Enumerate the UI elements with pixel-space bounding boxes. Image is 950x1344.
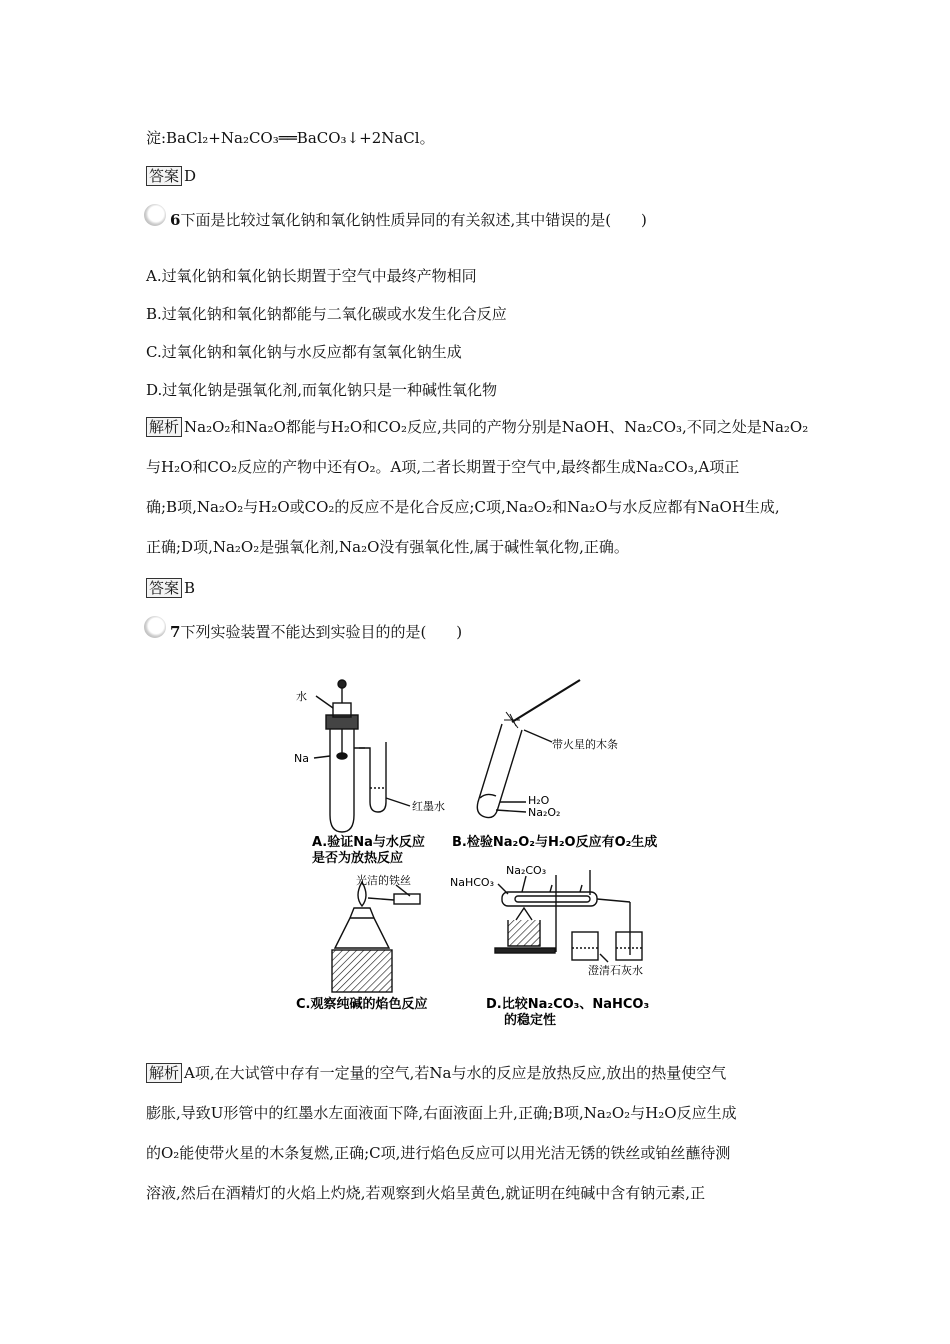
stand-base [495,948,555,953]
analysis-text: A项,在大试管中存有一定量的空气,若Na与水的反应是放热反应,放出的热量使空气 [184,1064,727,1082]
answer-line-q6 [146,578,195,598]
label-h2o: H₂O [528,794,550,807]
label-nahco3: NaHCO₃ [450,876,494,889]
test-tube-b [477,724,522,818]
beaker-1 [572,932,598,960]
equation-line: 淀:BaCl₂+Na₂CO₃══BaCO₃↓+2NaCl。 [146,129,435,147]
analysis-tag: 解析 [146,1063,182,1083]
analysis-text: Na₂O₂和Na₂O都能与H₂O和CO₂反应,共同的产物分别是NaOH、Na₂CO₃,不同之处是Na₂O₂ [184,418,809,436]
question-bullet-icon [144,616,166,638]
wooden-block [332,950,392,992]
question-7-stem [170,622,462,642]
option-d: D.过氧化钠是强氧化剂,而氧化钠只是一种碱性氧化物 [146,381,498,399]
label-red-ink: 红墨水 [412,800,445,813]
answer-line-q5 [146,166,196,186]
label-na2o2: Na₂O₂ [528,806,561,819]
experiment-figure [290,670,670,1040]
analysis-line: 的O₂能使带火星的木条复燃,正确;C项,进行焰色反应可以用光洁无锈的铁丝或铂丝蘸待测 [146,1144,731,1162]
label-glowing-stick: 带火星的木条 [552,738,618,751]
question-text: 下列实验装置不能达到实验目的的是( ) [180,623,463,641]
inner-tube [515,896,590,902]
analysis-line: 确;B项,Na₂O₂与H₂O或CO₂的反应不是化合反应;C项,Na₂O₂和Na₂O与水反应都有NaOH生成, [146,498,780,516]
label-water: 水 [296,690,307,703]
answer-value: D [184,167,197,185]
question-number: 6 [170,211,181,229]
analysis-line: 膨胀,导致U形管中的红墨水左面液面下降,右面液面上升,正确;B项,Na₂O₂与H₂O反应生成 [146,1104,737,1122]
option-b: B.过氧化钠和氧化钠都能与二氧化碳或水发生化合反应 [146,305,507,323]
analysis-line [146,1063,726,1083]
option-a: A.过氧化钠和氧化钠长期置于空气中最终产物相同 [146,267,477,285]
analysis-line: 溶液,然后在酒精灯的火焰上灼烧,若观察到火焰呈黄色,就证明在纯碱中含有钠元素,正 [146,1184,706,1202]
glowing-stick [512,680,580,722]
question-6-stem [170,210,647,230]
lamp-d [508,920,540,946]
analysis-line: 与H₂O和CO₂反应的产物中还有O₂。A项,二者长期置于空气中,最终都生成Na₂CO₃,A项正 [146,458,740,476]
caption-c: C.观察纯碱的焰色反应 [296,997,428,1012]
label-limewater: 澄清石灰水 [588,964,643,977]
analysis-tag: 解析 [146,417,182,437]
caption-b: B.检验Na₂O₂与H₂O反应有O₂生成 [452,835,658,850]
answer-tag: 答案 [146,578,182,598]
outer-tube [502,892,597,906]
answer-value: B [184,579,196,597]
caption-d-line2: 的稳定性 [504,1013,557,1028]
label-na2co3: Na₂CO₃ [506,864,547,877]
alcohol-lamp [335,918,389,948]
label-na: Na [294,752,309,765]
caption-a-line2: 是否为放热反应 [312,851,404,866]
caption-d-line1: D.比较Na₂CO₃、NaHCO₃ [486,997,650,1012]
apparatus-diagram [290,670,670,1040]
analysis-line: 正确;D项,Na₂O₂是强氧化剂,Na₂O没有强氧化性,属于碱性氧化物,正确。 [146,538,629,556]
question-bullet-icon [144,204,166,226]
wire-holder [394,894,420,904]
analysis-line [146,417,808,437]
question-number: 7 [170,623,181,641]
option-c: C.过氧化钠和氧化钠与水反应都有氢氧化钠生成 [146,343,462,361]
beaker-2 [616,932,642,960]
u-tube [354,742,386,812]
sodium-piece [337,753,347,759]
caption-a-line1: A.验证Na与水反应 [312,835,425,850]
question-text: 下面是比较过氧化钠和氧化钠性质异同的有关叙述,其中错误的是( ) [180,211,647,229]
label-iron-wire: 光洁的铁丝 [356,874,411,887]
answer-tag: 答案 [146,166,182,186]
